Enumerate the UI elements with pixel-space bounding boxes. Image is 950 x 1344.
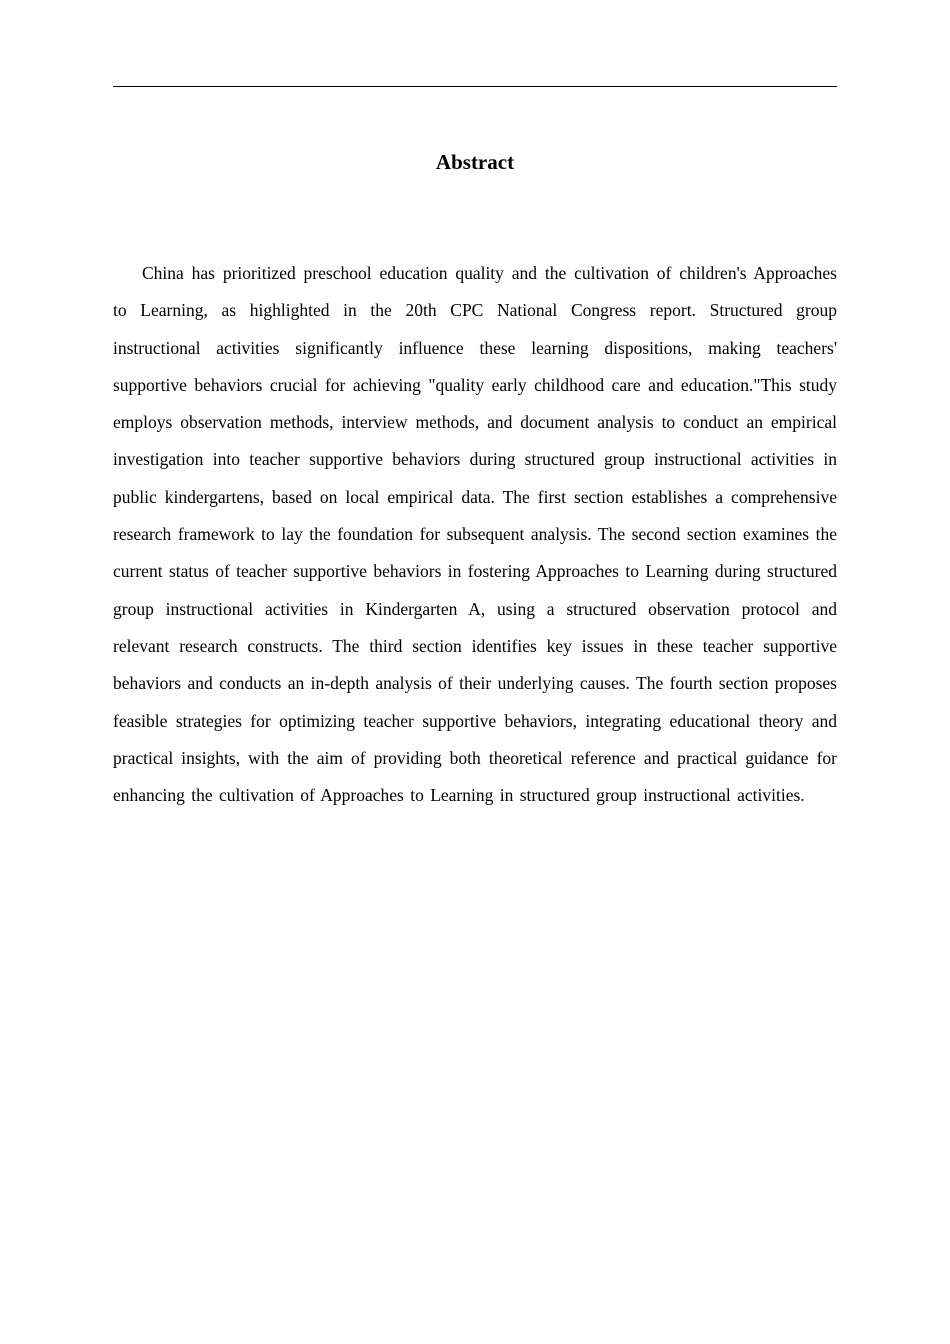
abstract-title: Abstract (435, 150, 515, 174)
abstract-body: China has prioritized preschool education quality and the cultivation of children's Approaches to Learning, as highlighted in the 20th CPC National Congress report. Structured group instructional activities significantly influence these learning dispositions, making teachers' supportive behaviors crucial for achieving "quality early childhood care and education."This study employs observation methods, interview methods, and document analysis to conduct an empirical investigation into teacher supportive behaviors during structured group instructional activities in public kindergartens, based on local empirical data. The first section establishes a comprehensive research framework to lay the foundation for subsequent analysis. The second section examines the current status of teacher supportive behaviors in fostering Approaches to Learning during structured group instructional activities in Kindergarten A, using a structured observation protocol and relevant research constructs. The third section identifies key issues in these teacher supportive behaviors and conducts an in-depth analysis of their underlying causes. The fourth section proposes feasible strategies for optimizing teacher supportive behaviors, integrating educational theory and practical insights, with the aim of providing both theoretical reference and practical guidance for enhancing the cultivation of Approaches to Learning in structured group instructional activities. (113, 263, 837, 806)
header-rule (113, 86, 837, 87)
